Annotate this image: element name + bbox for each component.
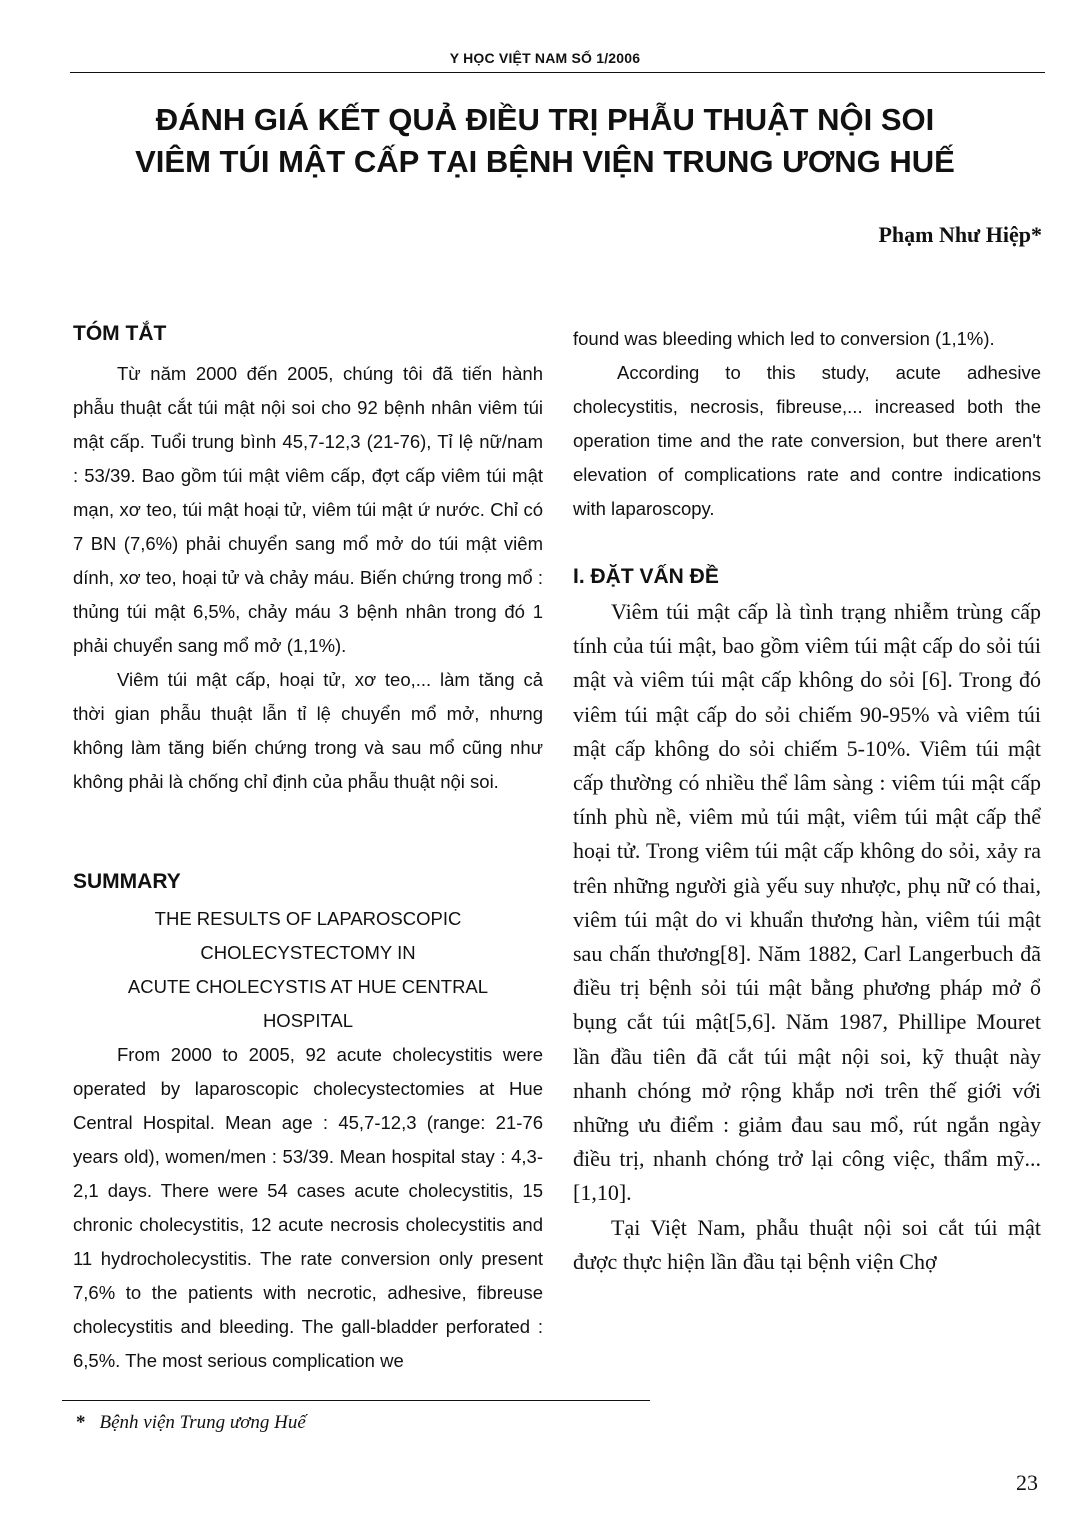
article-title-line-1: ĐÁNH GIÁ KẾT QUẢ ĐIỀU TRỊ PHẪU THUẬT NỘI SOI bbox=[155, 102, 935, 137]
journal-header: Y HỌC VIỆT NAM SỐ 1/2006 bbox=[449, 50, 641, 66]
summary-heading: SUMMARY bbox=[73, 870, 181, 893]
section-1-heading: I. ĐẶT VẤN ĐỀ bbox=[573, 565, 719, 588]
section-1-paragraph-2: Tại Việt Nam, phẫu thuật nội soi cắt túi mật được thực hiện lần đầu tại bệnh viện Chợ bbox=[573, 1214, 1041, 1274]
section-1-paragraph-1: Viêm túi mật cấp là tình trạng nhiễm trùng cấp tính của túi mật, bao gồm viêm túi mật cấp do sỏi túi mật và viêm túi mật cấp không do sỏi [6]. Trong đó viêm túi mật cấp do sỏi chiếm 90-95% và viêm túi mật cấp không do sỏi chiếm 5-10%. Viêm túi mật cấp thường có nhiều thể lâm sàng : viêm túi mật cấp tính phù nề, viêm mủ túi mật, viêm túi mật cấp thể hoại tử. Trong viêm túi mật cấp không do sỏi, xảy ra trên những người già yếu suy nhược, phụ nữ có thai, viêm túi mật do vi khuẩn thương hàn, viêm túi mật sau chấn thương[8]. Năm 1882, Carl Langerbuch đã điều trị bệnh sỏi túi mật bằng phương pháp mở ổ bụng cắt túi mật[5,6]. Năm 1987, Phillipe Mouret lần đầu tiên đã cắt túi mật nội soi, kỹ thuật này nhanh chóng mở rộng khắp nơi trên thế giới với những ưu điểm : giảm đau sau mổ, rút ngắn ngày điều trị, nhanh chóng trở lại công việc, thẩm mỹ...[1,10]. bbox=[573, 599, 1041, 1206]
header-rule bbox=[70, 72, 1045, 73]
footnote-text: Bệnh viện Trung ương Huế bbox=[99, 1412, 306, 1433]
summary-title-line-4: HOSPITAL bbox=[262, 1010, 354, 1031]
article-title-line-2: VIÊM TÚI MẬT CẤP TẠI BỆNH VIỆN TRUNG ƯƠNG HUẾ bbox=[135, 144, 955, 179]
summary-continued bbox=[573, 322, 1041, 526]
footnote-marker: * bbox=[76, 1412, 86, 1433]
summary-paragraph-2: According to this study, acute adhesive cholecystitis, necrosis, fibreuse,... increased both the operation time and the rate conversion, but there aren't elevation of complications rate and contre indications with laparoscopy. bbox=[573, 362, 1041, 519]
summary-paragraph-1: From 2000 to 2005, 92 acute cholecystitis were operated by laparoscopic cholecystectomies at Hue Central Hospital. Mean age : 45,7-12,3 (range: 21-76 years old), women/men : 53/39. Mean hospital stay : 4,3-2,1 days. There were 54 cases acute cholecystitis, 15 chronic cholecystitis, 12 acute necrosis cholecystitis and 11 hydrocholecystitis. The rate conversion only present 7,6% to the patients with necrotic, adhesive, fibreuse cholecystitis and bleeding. The gall-bladder perforated : 6,5%. The most serious complication we bbox=[73, 1044, 543, 1371]
summary-title-line-1: THE RESULTS OF LAPAROSCOPIC bbox=[154, 908, 462, 929]
summary-title-line-3: ACUTE CHOLECYSTIS AT HUE CENTRAL bbox=[127, 976, 489, 997]
page-number: 23 bbox=[1016, 1470, 1038, 1495]
summary-title-line-2: CHOLECYSTECTOMY IN bbox=[200, 942, 416, 963]
tomtat-heading: TÓM TẮT bbox=[73, 322, 167, 345]
summary-body bbox=[73, 902, 543, 1378]
footnote bbox=[76, 1412, 306, 1434]
summary-paragraph-1-continued: found was bleeding which led to conversion (1,1%). bbox=[573, 328, 995, 349]
author-name: Phạm Như Hiệp* bbox=[878, 222, 1042, 247]
section-1-body bbox=[573, 595, 1041, 1279]
footnote-rule bbox=[62, 1400, 650, 1401]
tomtat-paragraph-2: Viêm túi mật cấp, hoại tử, xơ teo,... làm tăng cả thời gian phẫu thuật lẫn tỉ lệ chuyển mổ mở, nhưng không làm tăng biến chứng trong và sau mổ cũng như không phải là chống chỉ định của phẫu thuật nội soi. bbox=[73, 669, 543, 792]
tomtat-paragraph-1: Từ năm 2000 đến 2005, chúng tôi đã tiến hành phẫu thuật cắt túi mật nội soi cho 92 bệnh nhân viêm túi mật cấp. Tuổi trung bình 45,7-12,3 (21-76), Tỉ lệ nữ/nam : 53/39. Bao gồm túi mật viêm cấp, đợt cấp viêm túi mật mạn, xơ teo, túi mật hoại tử, viêm túi mật ứ nước. Chỉ có 7 BN (7,6%) phải chuyển sang mổ mở do túi mật viêm dính, xơ teo, hoại tử và chảy máu. Biến chứng trong mổ : thủng túi mật 6,5%, chảy máu 3 bệnh nhân trong đó 1 phải chuyển sang mổ mở (1,1%). bbox=[73, 363, 543, 656]
tomtat-body bbox=[73, 357, 543, 799]
